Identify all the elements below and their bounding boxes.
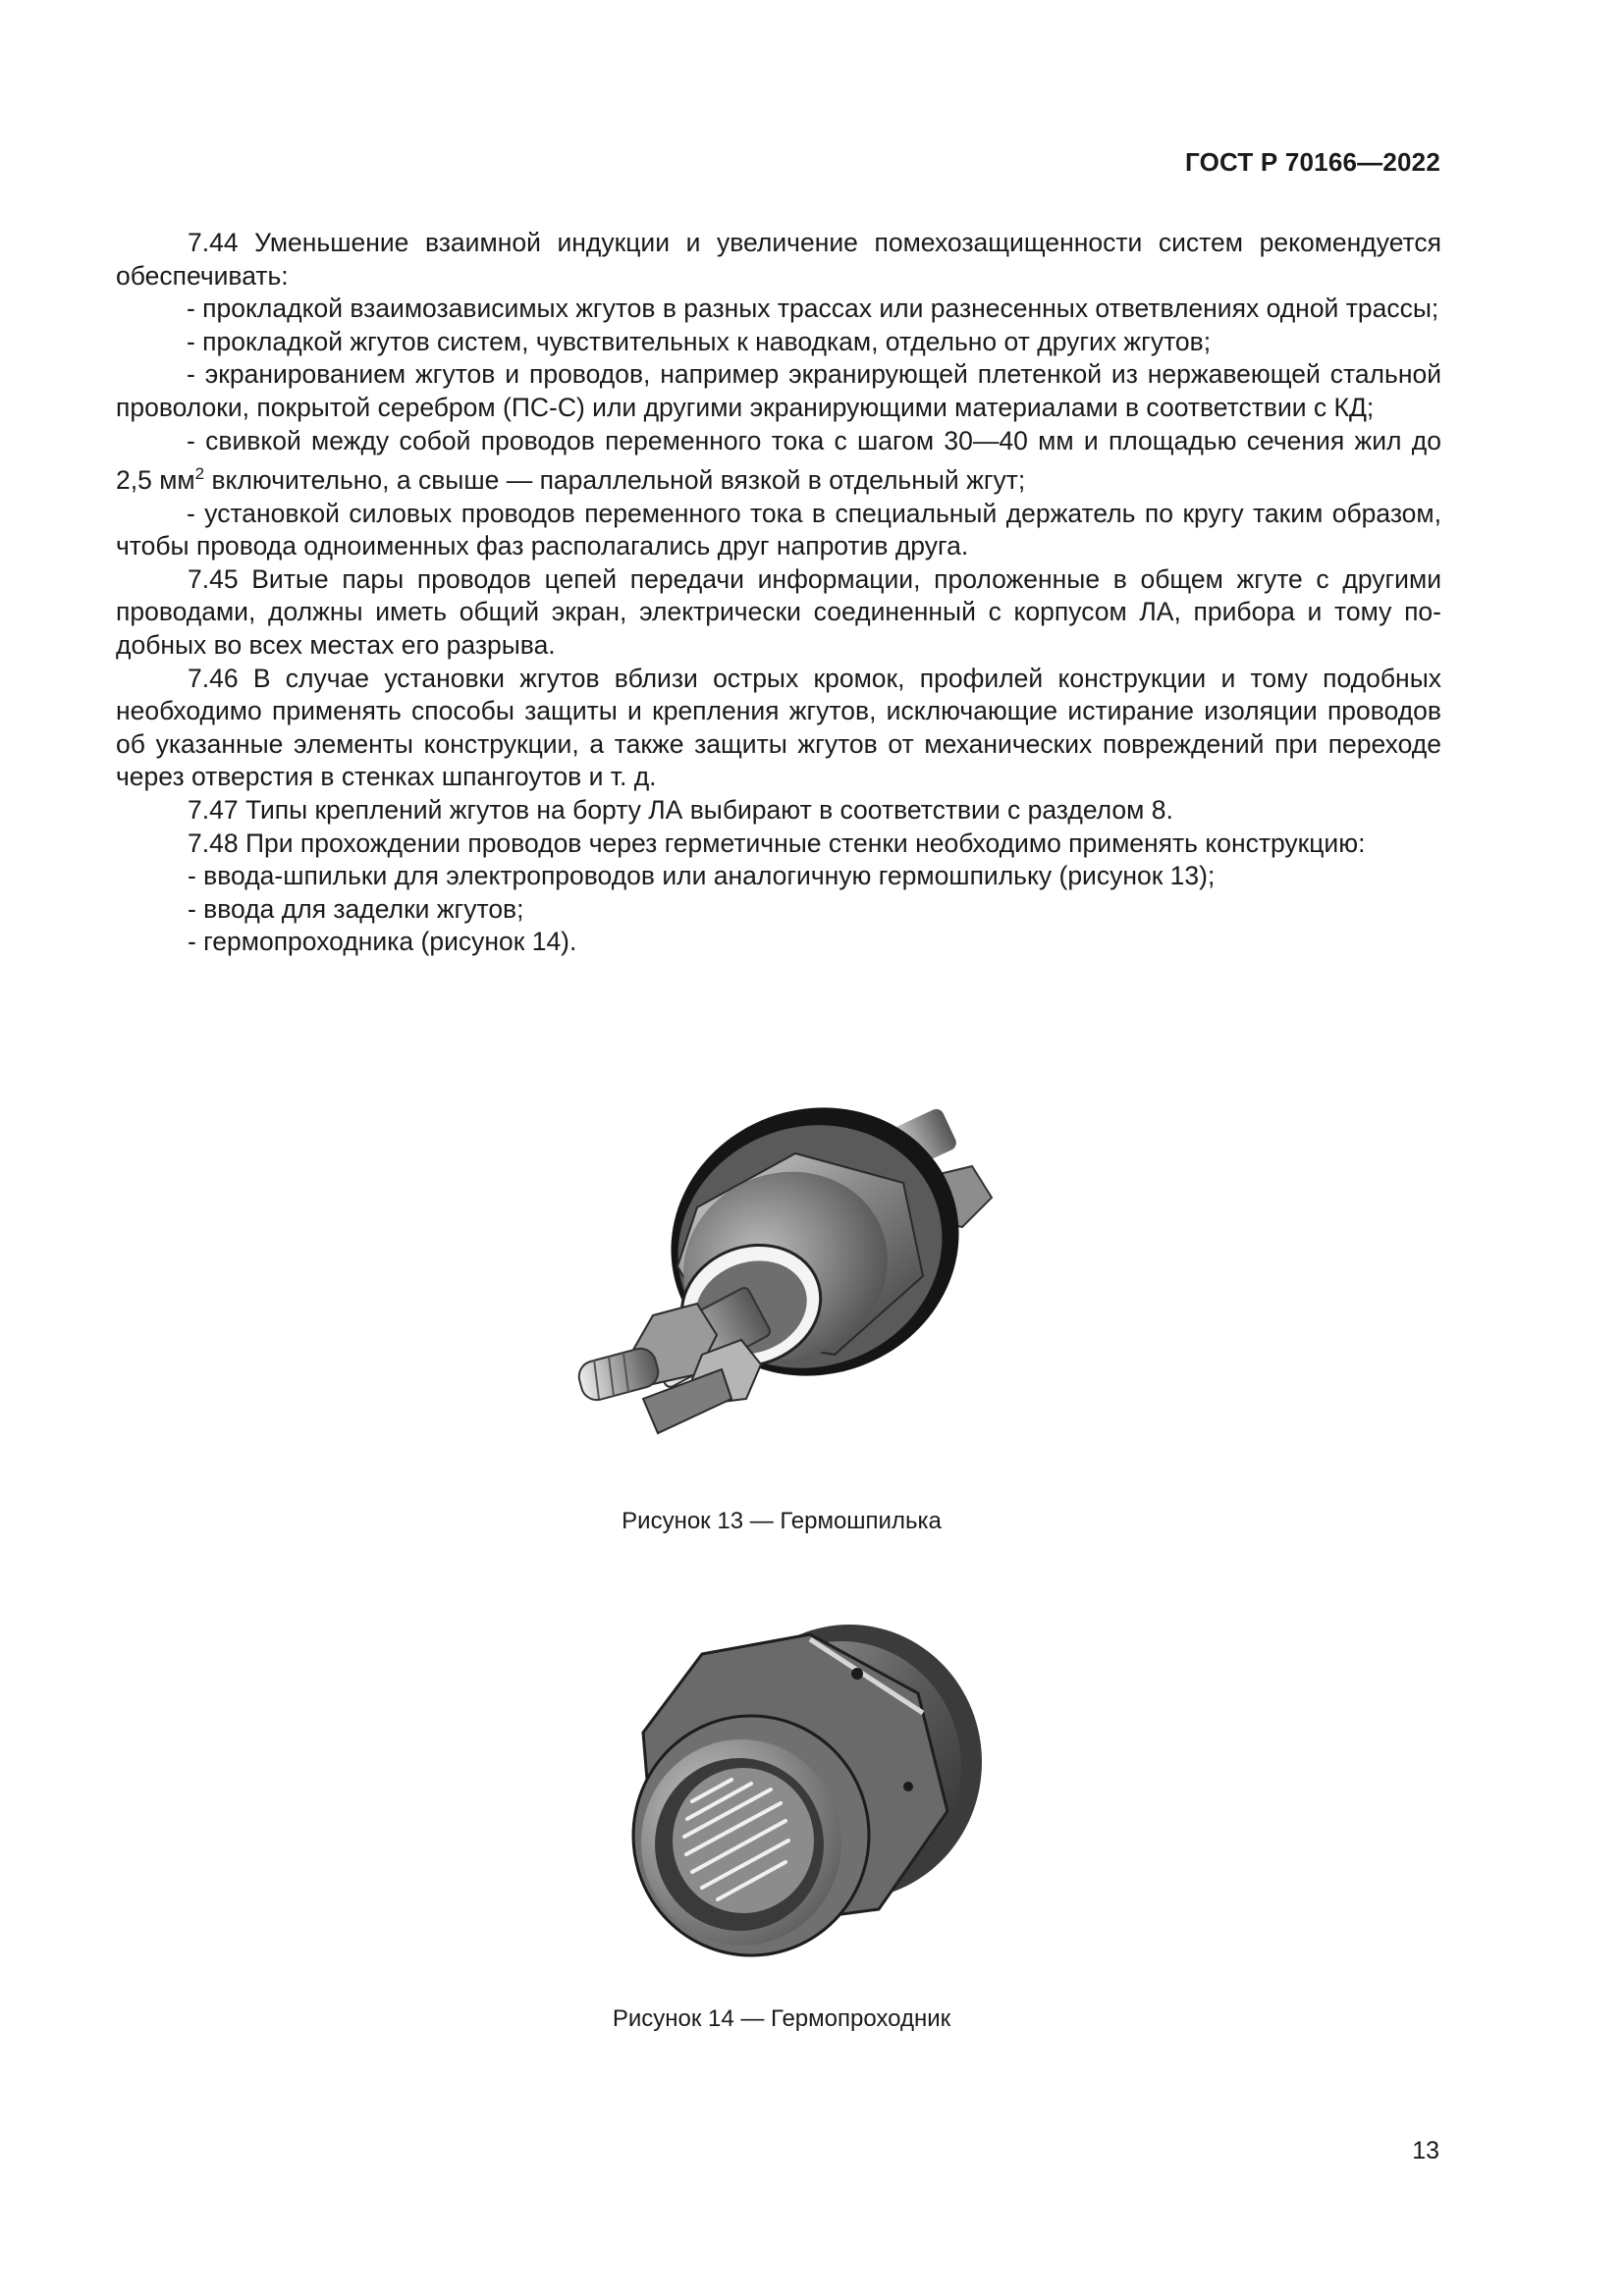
paragraph-7-46: 7.46 В случае установки жгутов вблизи острых кромок, профилей конструкции и тому подобных необходимо применять способы защиты и крепления жгутов, исключающие истирание изоляции проводов об указанные элементы конструкции, а также защиты жгутов от механических повреждений при переходе через отверстия в стенках шпангоутов и т. д. xyxy=(116,663,1441,792)
list-item: - гермопроходника (рисунок 14). xyxy=(188,927,577,957)
list-item-text: - свивкой между собой проводов переменного тока с шагом 30—40 мм и площадью сечения жил до 2,5 мм xyxy=(116,425,1441,495)
list-item: - прокладкой взаимозависимых жгутов в разных трассах или разнесенных ответвлениях одной трассы; xyxy=(187,294,1439,324)
paragraph-7-45: 7.45 Витые пары проводов цепей передачи информации, проложенные в общем жгуте с другими проводами, должны иметь общий экран, электрически соединенный с корпусом ЛА, прибора и тому подобных во всех местах его разрыва. xyxy=(116,563,1441,660)
paragraph-7-47: 7.47 Типы креплений жгутов на борту ЛА выбирают в соответствии с разделом 8. xyxy=(188,794,1173,825)
superscript: 2 xyxy=(194,464,205,484)
list-item: - ввода для заделки жгутов; xyxy=(188,893,524,924)
paragraph-7-44: 7.44 Уменьшение взаимной индукции и увеличение помехозащищенности систем рекомендуется обеспечивать: xyxy=(116,228,1441,291)
figure-14-image xyxy=(584,1615,997,1988)
figure-14-caption: Рисунок 14 — Гермопроходник xyxy=(612,2005,951,2032)
list-item-text: включительно, а свыше — параллельной вязкой в отдельный жгут; xyxy=(204,464,1026,495)
document-id: ГОСТ Р 70166—2022 xyxy=(1185,147,1440,177)
list-item: - ввода-шпильки для электропроводов или аналогичную гермошпильку (рисунок 13); xyxy=(188,861,1216,891)
page-number: 13 xyxy=(1412,2137,1439,2164)
list-item: - установкой силовых проводов переменного тока в специальный держатель по кругу таким образом, чтобы провода одноименных фаз располагались друг напротив друга. xyxy=(116,498,1441,561)
list-item xyxy=(116,425,1441,498)
figure-13-image xyxy=(550,1060,1021,1492)
paragraph-7-48: 7.48 При прохождении проводов через герметичные стенки необходимо применять конструкцию: xyxy=(188,828,1366,858)
list-item: - прокладкой жгутов систем, чувствительных к наводкам, отдельно от других жгутов; xyxy=(187,326,1212,356)
body-text xyxy=(116,227,1441,959)
figure-13-caption: Рисунок 13 — Гермошпилька xyxy=(622,1508,942,1534)
list-item: - экранированием жгутов и проводов, например экранирующей плетенкой из нержавеющей стальной проволоки, покрытой серебром (ПС-С) или другими экранирующими материалами в соответствии с КД; xyxy=(116,359,1441,422)
